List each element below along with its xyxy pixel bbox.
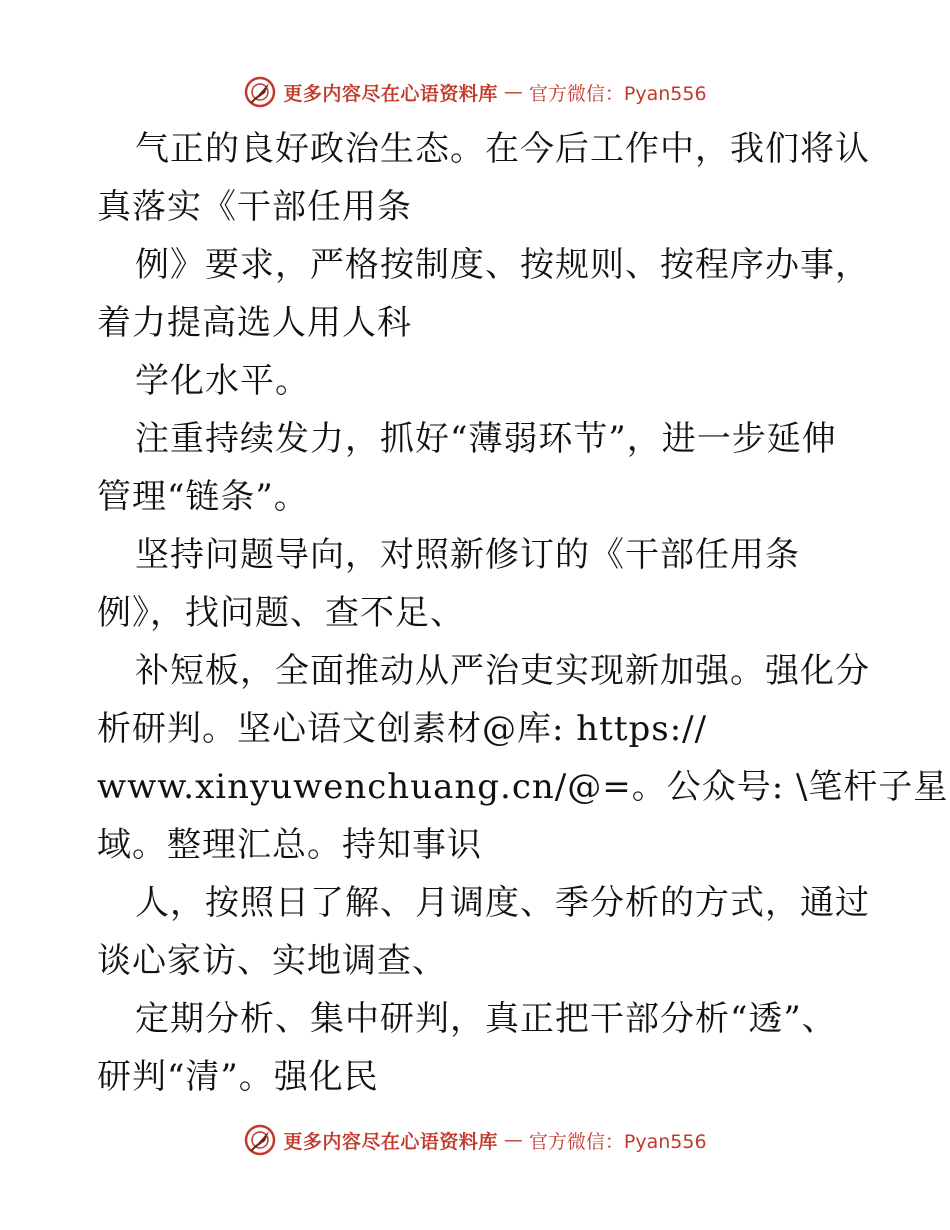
text-line: 注重持续发力，抓好“薄弱环节”，进一步延伸 — [135, 419, 837, 459]
text-line: 谈心家访、实地调查、 — [97, 941, 447, 981]
text-line: 域。整理汇总。持知事识 — [97, 825, 482, 865]
text-line: 管理“链条”。 — [97, 477, 309, 517]
text-line: 人，按照日了解、月调度、季分析的方式，通过 — [135, 883, 870, 923]
header-wechat: 官方微信：Pyan556 — [528, 82, 707, 105]
text-line: 真落实《干部任用条 — [97, 187, 412, 227]
footer-banner — [0, 1120, 950, 1160]
text-line: 例》，找问题、查不足、 — [97, 593, 465, 633]
text-line: 着力提高选人用人科 — [97, 303, 412, 343]
header-dash: — — [503, 81, 523, 103]
text-line: 气正的良好政治生态。在今后工作中，我们将认 — [135, 129, 870, 169]
document-body — [97, 120, 949, 1106]
text-line: 研判“清”。强化民 — [97, 1057, 379, 1097]
text-line: 学化水平。 — [135, 361, 310, 401]
footer-wechat: 官方微信：Pyan556 — [528, 1130, 707, 1153]
header-banner — [0, 72, 950, 112]
quill-logo-icon — [243, 1123, 277, 1157]
text-line: 补短板，全面推动从严治吏实现新加强。强化分 — [135, 651, 870, 691]
footer-dash: — — [503, 1129, 523, 1151]
text-line: www.xinyuwenchuang.cn/@=。公众号: \笔杆子星 — [97, 767, 949, 807]
text-line: 例》要求，严格按制度、按规则、按程序办事， — [135, 245, 870, 285]
header-slogan: 更多内容尽在心语资料库 — [283, 82, 498, 105]
quill-logo-icon — [243, 75, 277, 109]
footer-slogan: 更多内容尽在心语资料库 — [283, 1130, 498, 1153]
text-line: 坚持问题导向，对照新修订的《干部任用条 — [135, 535, 800, 575]
text-line: 析研判。坚心语文创素材@库: https:// — [97, 709, 708, 749]
text-line: 定期分析、集中研判，真正把干部分析“透”、 — [135, 999, 837, 1039]
